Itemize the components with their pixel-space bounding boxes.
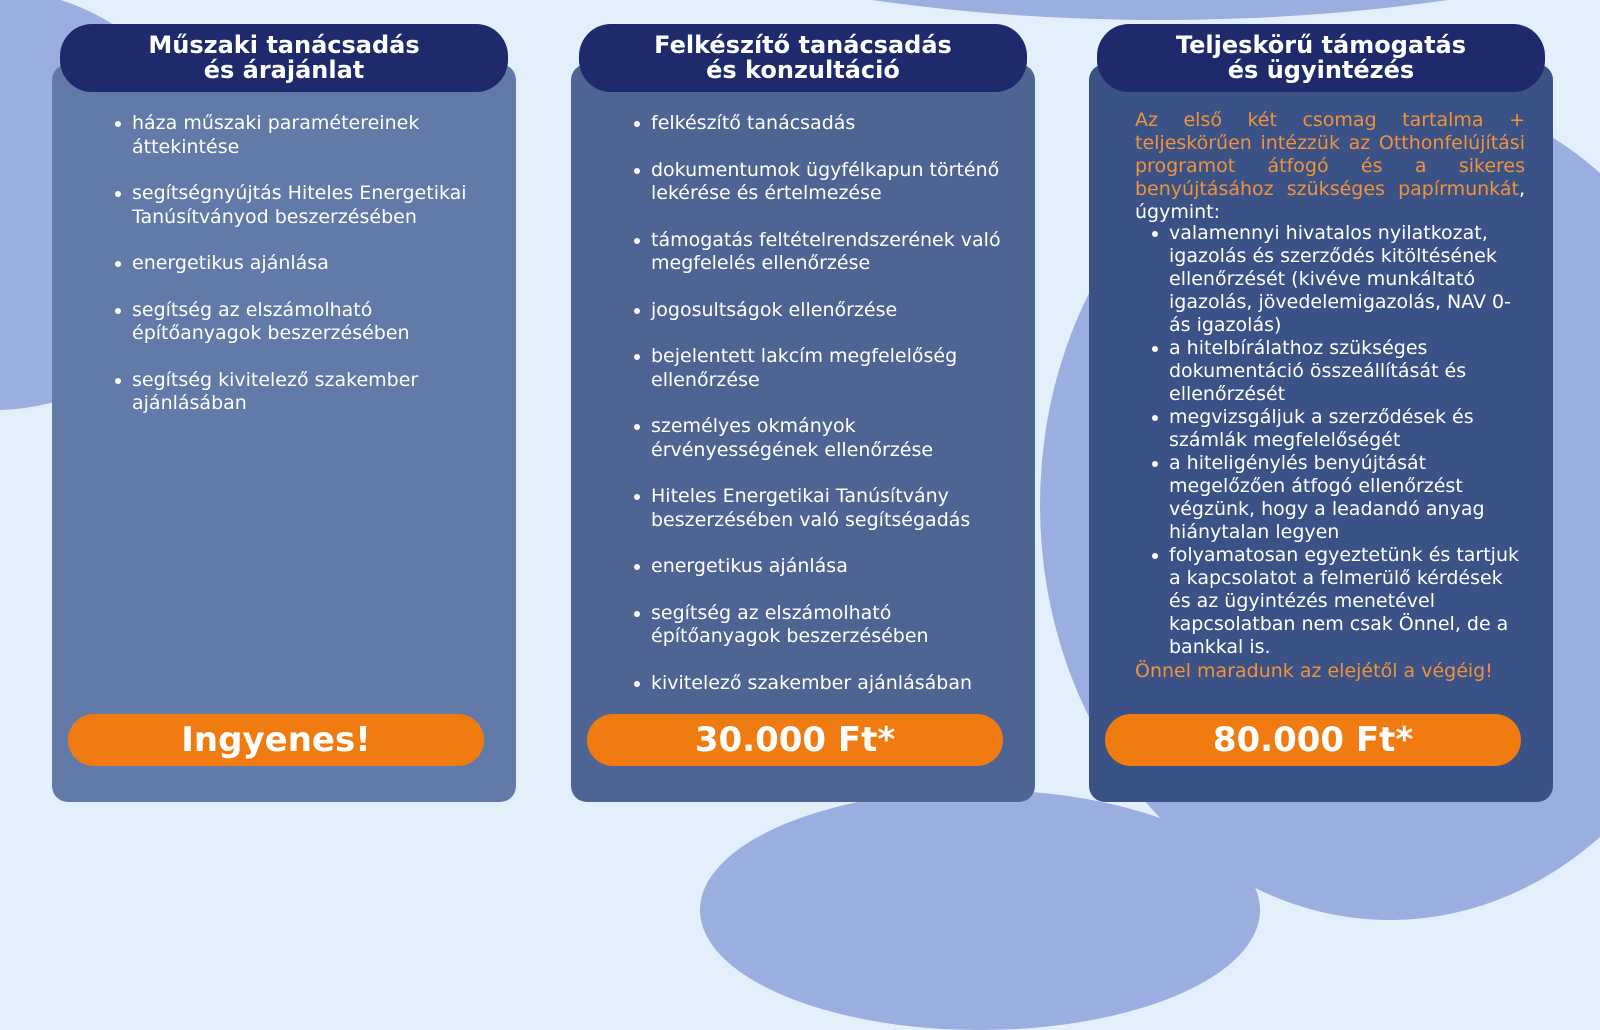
closing-tagline: Önnel maradunk az elejétől a végéig! [1135,660,1493,682]
feature-item: támogatás feltételrendszerének való megfelelés ellenőrzése [651,229,1021,276]
background-blob-bottom [700,790,1260,1030]
package-title: Felkészítő tanácsadás és konzultáció [579,24,1027,92]
feature-list [132,112,502,439]
feature-list [651,112,1021,718]
feature-item: felkészítő tanácsadás [651,112,1021,136]
price-badge: 80.000 Ft* [1105,714,1521,766]
package-card-technical [52,31,516,802]
feature-item: segítség az elszámolható építőanyagok beszerzésében [132,299,502,346]
feature-item: energetikus ajánlása [132,252,502,276]
feature-item: a hiteligénylés benyújtását megelőzően átfogó ellenőrzést végzünk, hogy a leadandó anyag hiánytalan legyen [1169,452,1525,544]
intro-text: Az első két csomag tartalma + teljeskörűen intézzük az Otthonfelújítási programot átfogó és a sikeres benyújtásához szükséges papírmunkát [1135,109,1525,200]
feature-item: segítség az elszámolható építőanyagok beszerzésében [651,602,1021,649]
package-title: Teljeskörű támogatás és ügyintézés [1097,24,1545,92]
price-badge: 30.000 Ft* [587,714,1003,766]
feature-item: valamennyi hivatalos nyilatkozat, igazolás és szerződés kitöltésének ellenőrzését (kivéve munkáltató igazolás, jövedelemigazolás, NAV 0-ás igazolás) [1169,222,1525,337]
feature-item: a hitelbírálathoz szükséges dokumentáció összeállítását és ellenőrzését [1169,337,1525,406]
package-card-consulting [571,31,1035,802]
feature-item: dokumentumok ügyfélkapun történő lekérése és értelmezése [651,159,1021,206]
feature-item: háza műszaki paramétereinek áttekintése [132,112,502,159]
feature-item: kivitelező szakember ajánlásában [651,672,1021,696]
intro-tail: , úgymint: [1135,178,1525,223]
feature-item: megvizsgáljuk a szerződések és számlák megfelelőségét [1169,406,1525,452]
feature-item: Hiteles Energetikai Tanúsítvány beszerzésében való segítségadás [651,485,1021,532]
feature-item: folyamatosan egyeztetünk és tartjuk a kapcsolatot a felmerülő kérdések és az ügyintézés menetével kapcsolatban nem csak Önnel, de a bankkal is. [1169,544,1525,659]
package-intro [1135,109,1525,224]
feature-item: személyes okmányok érvényességének ellenőrzése [651,415,1021,462]
package-card-full-support [1089,31,1553,802]
feature-item: jogosultságok ellenőrzése [651,299,1021,323]
feature-item: bejelentett lakcím megfelelőség ellenőrzése [651,345,1021,392]
feature-item: segítségnyújtás Hiteles Energetikai Tanúsítványod beszerzésében [132,182,502,229]
background-blob-top [260,0,1600,20]
feature-item: segítség kivitelező szakember ajánlásában [132,369,502,416]
price-badge: Ingyenes! [68,714,484,766]
package-title: Műszaki tanácsadás és árajánlat [60,24,508,92]
feature-list [1169,222,1525,659]
feature-item: energetikus ajánlása [651,555,1021,579]
